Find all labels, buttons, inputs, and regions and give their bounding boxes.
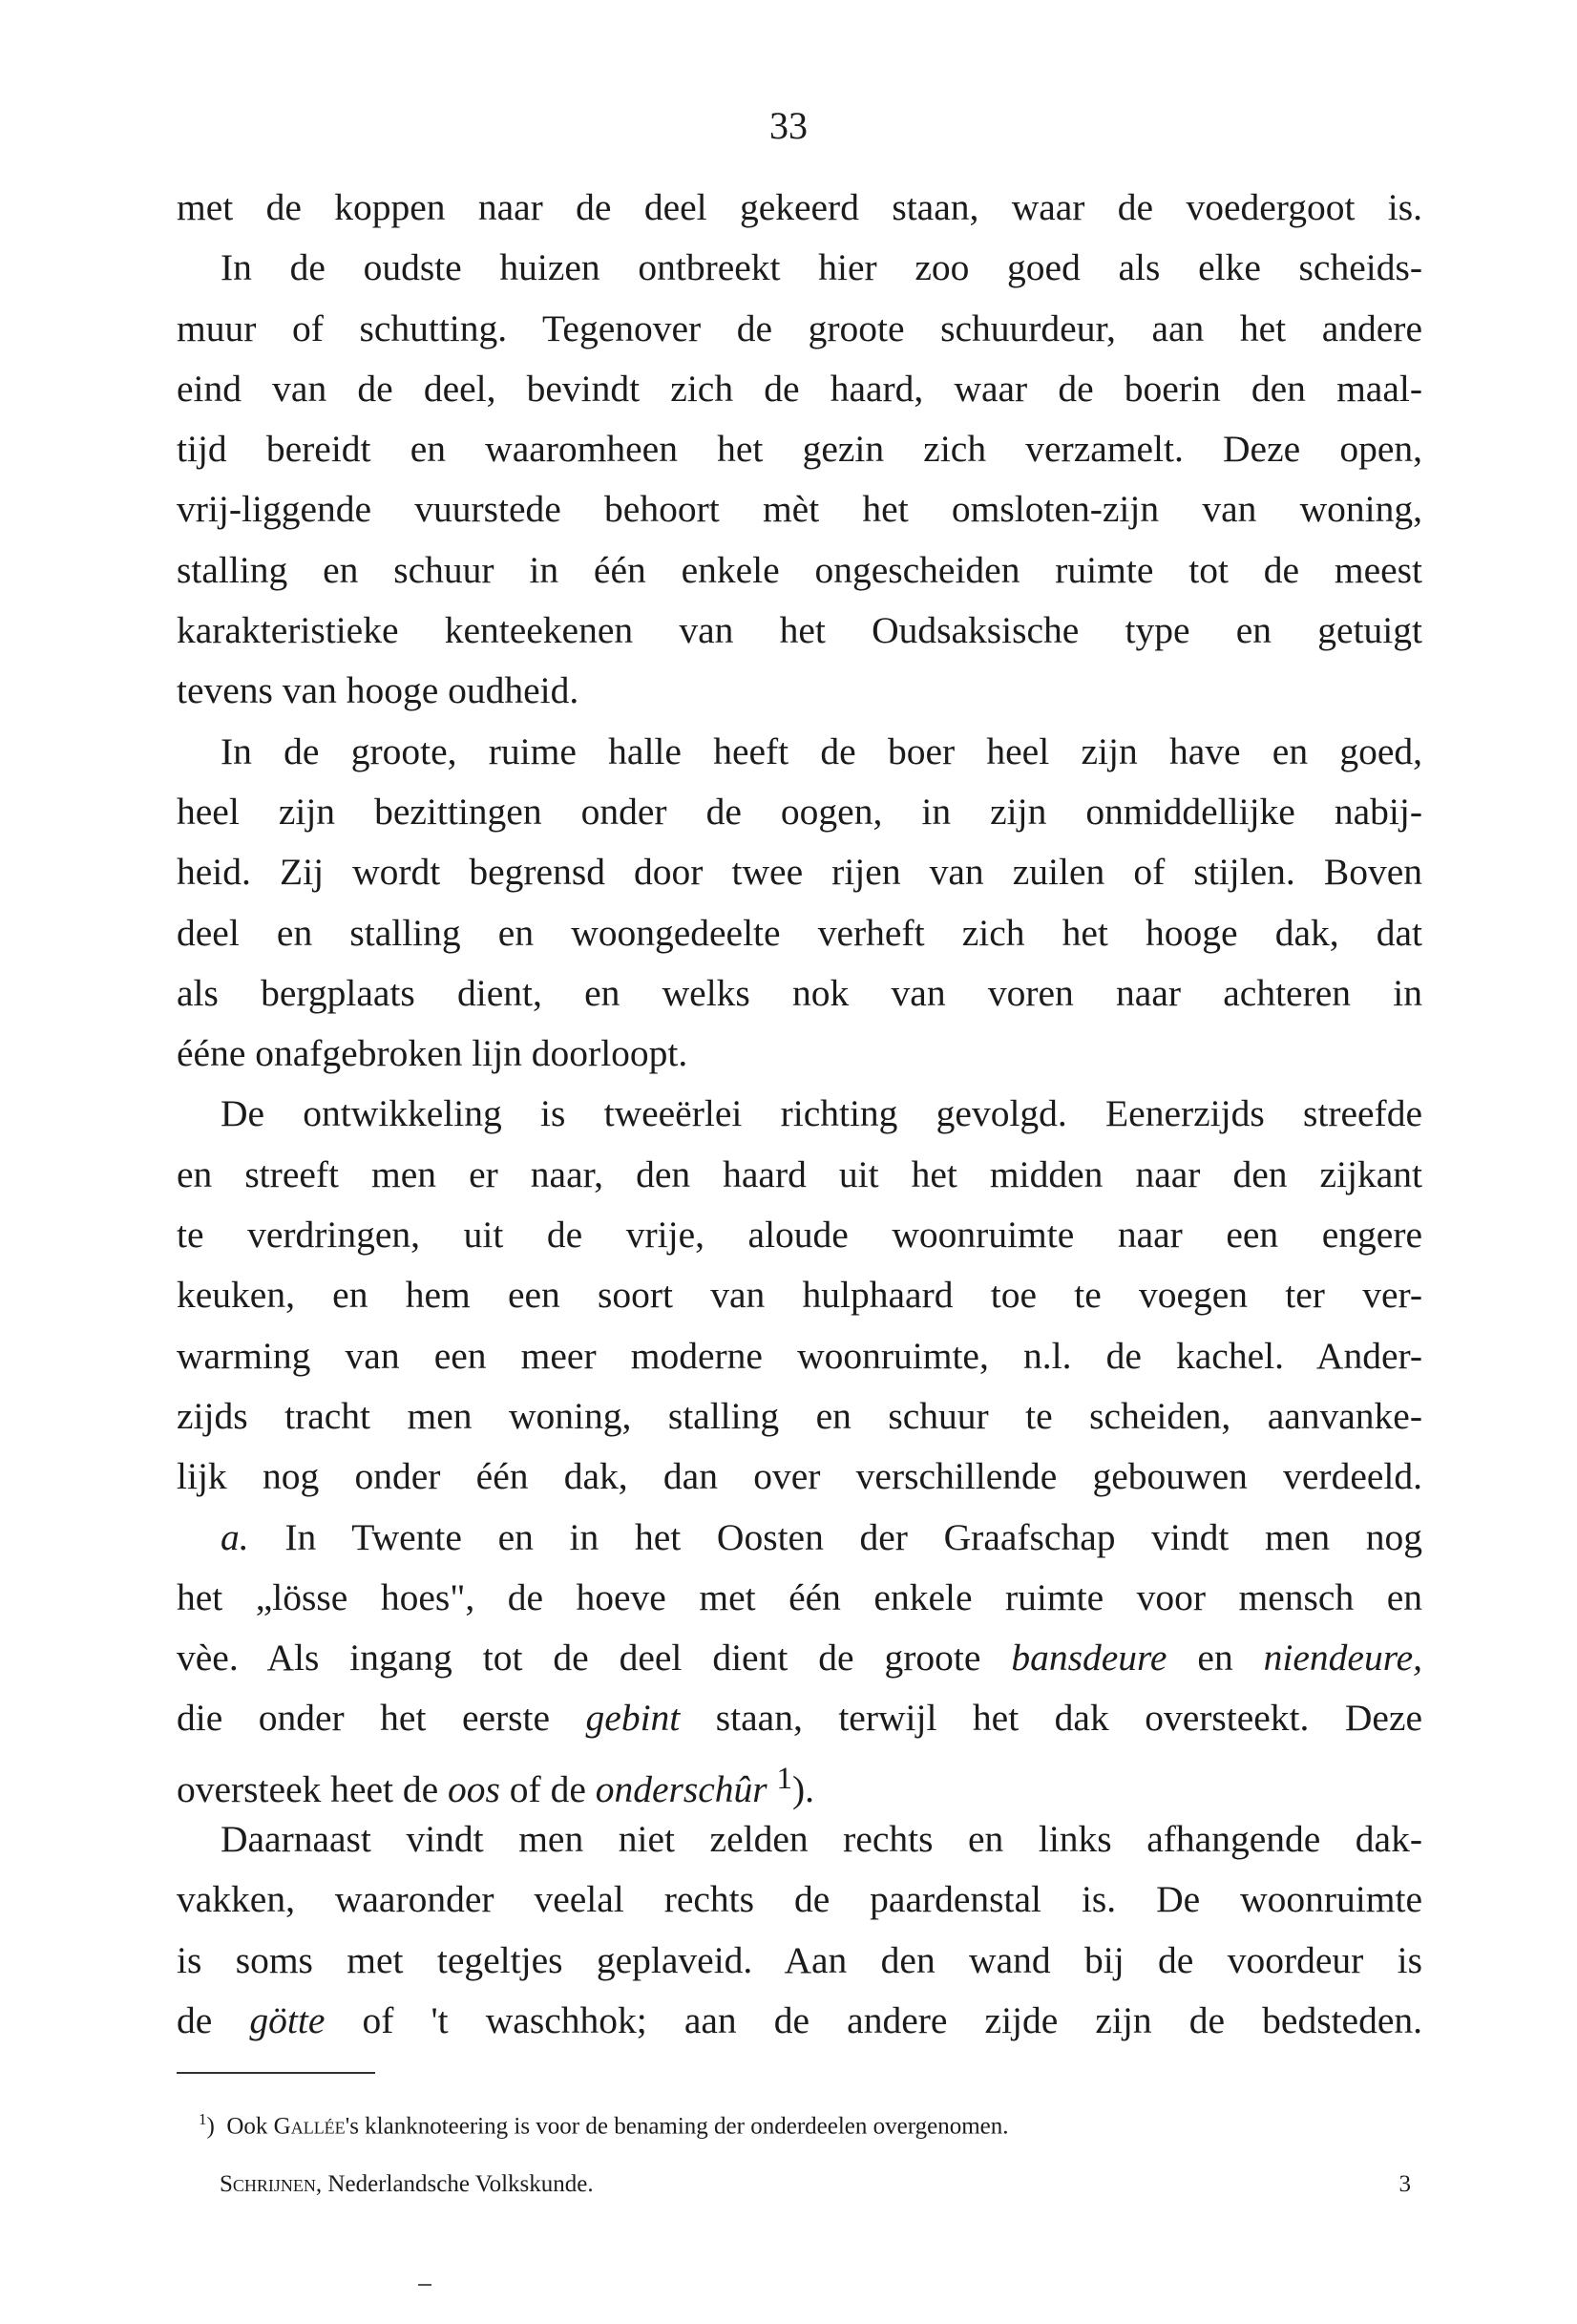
text-line: met de koppen naar de deel gekeerd staan, waar de voedergoot is. bbox=[177, 186, 1422, 228]
text-line: en streeft men er naar, den haard uit het midden naar den zijkant bbox=[177, 1152, 1422, 1195]
text-line: lijk nog onder één dak, dan over verschillende gebouwen verdeeld. bbox=[177, 1455, 1422, 1498]
text-line: keuken, en hem een soort van hulphaard toe te voegen ter ver- bbox=[177, 1274, 1422, 1317]
term-onderschur: onderschûr bbox=[595, 1767, 767, 1810]
text-line: heid. Zij wordt begrensd door twee rijen van zuilen of stijlen. Boven bbox=[177, 851, 1422, 894]
footnote-text: 's klanknoteering is voor de benaming der onderdeelen overgenomen. bbox=[345, 2113, 1009, 2140]
para-b-text: of 't waschhok; aan de andere zijde zijn de bedsteden. bbox=[362, 1998, 1422, 2041]
para-a-text: die onder het eerste bbox=[177, 1697, 551, 1740]
para-b-line-1: Daarnaast vindt men niet zelden rechts en links afhangende dak- bbox=[221, 1818, 1422, 1861]
text-line: vrij-liggende vuurstede behoort mèt het omsloten-zijn van woning, bbox=[177, 488, 1422, 531]
para-a-text: staan, terwijl het dak oversteekt. Deze bbox=[715, 1697, 1423, 1740]
para-a-line-5 bbox=[177, 1749, 1422, 1809]
text-line: ééne onafgebroken lijn doorloopt. bbox=[177, 1032, 688, 1075]
signature-author: Schrijnen bbox=[220, 2171, 316, 2197]
footnote bbox=[199, 2101, 1430, 2145]
text-line: tevens van hooge oudheid. bbox=[177, 669, 579, 712]
term-bansdeure: bansdeure bbox=[1011, 1637, 1167, 1680]
text-line: te verdringen, uit de vrije, aloude woonruimte naar een engere bbox=[177, 1214, 1422, 1257]
para-a-text: ). bbox=[792, 1767, 815, 1810]
footnote-divider bbox=[177, 2072, 375, 2074]
para-b-line-4 bbox=[177, 1991, 1422, 2051]
para-b-line-2: vakken, waaronder veelal rechts de paardenstal is. De woonruimte bbox=[177, 1878, 1422, 1921]
text-line: karakteristieke kenteekenen van het Oudsaksische type en getuigt bbox=[177, 609, 1422, 652]
printer-signature bbox=[220, 2166, 1411, 2204]
para-a-line-1 bbox=[177, 1508, 1422, 1568]
para-a-text: oversteek heet de bbox=[177, 1767, 439, 1810]
text-line: De ontwikkeling is tweeërlei richting gevolgd. Eenerzijds streefde bbox=[221, 1092, 1422, 1135]
text-line: stalling en schuur in één enkele ongescheiden ruimte tot de meest bbox=[177, 548, 1422, 591]
term-niendeure: niendeure, bbox=[1263, 1637, 1423, 1680]
text-line: eind van de deel, bevindt zich de haard, waar de boerin den maal- bbox=[177, 367, 1422, 410]
footnote-reference: 1 bbox=[776, 1761, 792, 1796]
text-line: warming van een meer moderne woonruimte, n.l. de kachel. Ander- bbox=[177, 1334, 1422, 1377]
text-line: zijds tracht men woning, stalling en schuur te scheiden, aanvanke- bbox=[177, 1394, 1422, 1437]
signature-number: 3 bbox=[1398, 2171, 1411, 2197]
stray-mark bbox=[418, 2284, 431, 2286]
para-a-text: en bbox=[1197, 1637, 1233, 1680]
body-text bbox=[177, 178, 1422, 2051]
text-line: In de groote, ruime halle heeft de boer heel zijn have en goed, bbox=[221, 729, 1422, 772]
footnote-author: Gallée bbox=[273, 2113, 346, 2140]
text-line: In de oudste huizen ontbreekt hier zoo goed als elke scheids- bbox=[221, 246, 1422, 289]
footnote-marker: 1 bbox=[199, 2110, 207, 2128]
para-a-line-3 bbox=[177, 1628, 1422, 1688]
text-line: als bergplaats dient, en welks nok van voren naar achteren in bbox=[177, 971, 1422, 1014]
para-b-text: de bbox=[177, 1998, 213, 2041]
text-line: tijd bereidt en waaromheen het gezin zich verzamelt. Deze open, bbox=[177, 428, 1422, 471]
page-number: 33 bbox=[769, 104, 808, 147]
text-line: muur of schutting. Tegenover de groote schuurdeur, aan het andere bbox=[177, 306, 1422, 349]
para-a-text: vèe. Als ingang tot de deel dient de groote bbox=[177, 1637, 981, 1680]
para-a-text: of de bbox=[509, 1767, 586, 1810]
term-gotte: götte bbox=[249, 1998, 326, 2041]
para-a-text: In Twente en in het Oosten der Graafschap vindt men nog bbox=[284, 1515, 1423, 1558]
para-b-line-3: is soms met tegeltjes geplaveid. Aan den wand bij de voordeur is bbox=[177, 1938, 1422, 1981]
signature-title: , Nederlandsche Volkskunde. bbox=[315, 2171, 594, 2197]
para-a-marker: a. bbox=[221, 1515, 249, 1558]
para-a-line-2: het „lösse hoes", de hoeve met één enkele ruimte voor mensch en bbox=[177, 1575, 1422, 1618]
footnote-marker-close: ) bbox=[206, 2113, 215, 2140]
para-a-line-4 bbox=[177, 1688, 1422, 1748]
term-gebint: gebint bbox=[585, 1697, 681, 1740]
text-line: heel zijn bezittingen onder de oogen, in zijn onmiddellijke nabij- bbox=[177, 790, 1422, 833]
footnote-lead: Ook bbox=[226, 2113, 268, 2140]
term-oos: oos bbox=[448, 1767, 500, 1810]
text-line: deel en stalling en woongedeelte verheft zich het hooge dak, dat bbox=[177, 911, 1422, 954]
